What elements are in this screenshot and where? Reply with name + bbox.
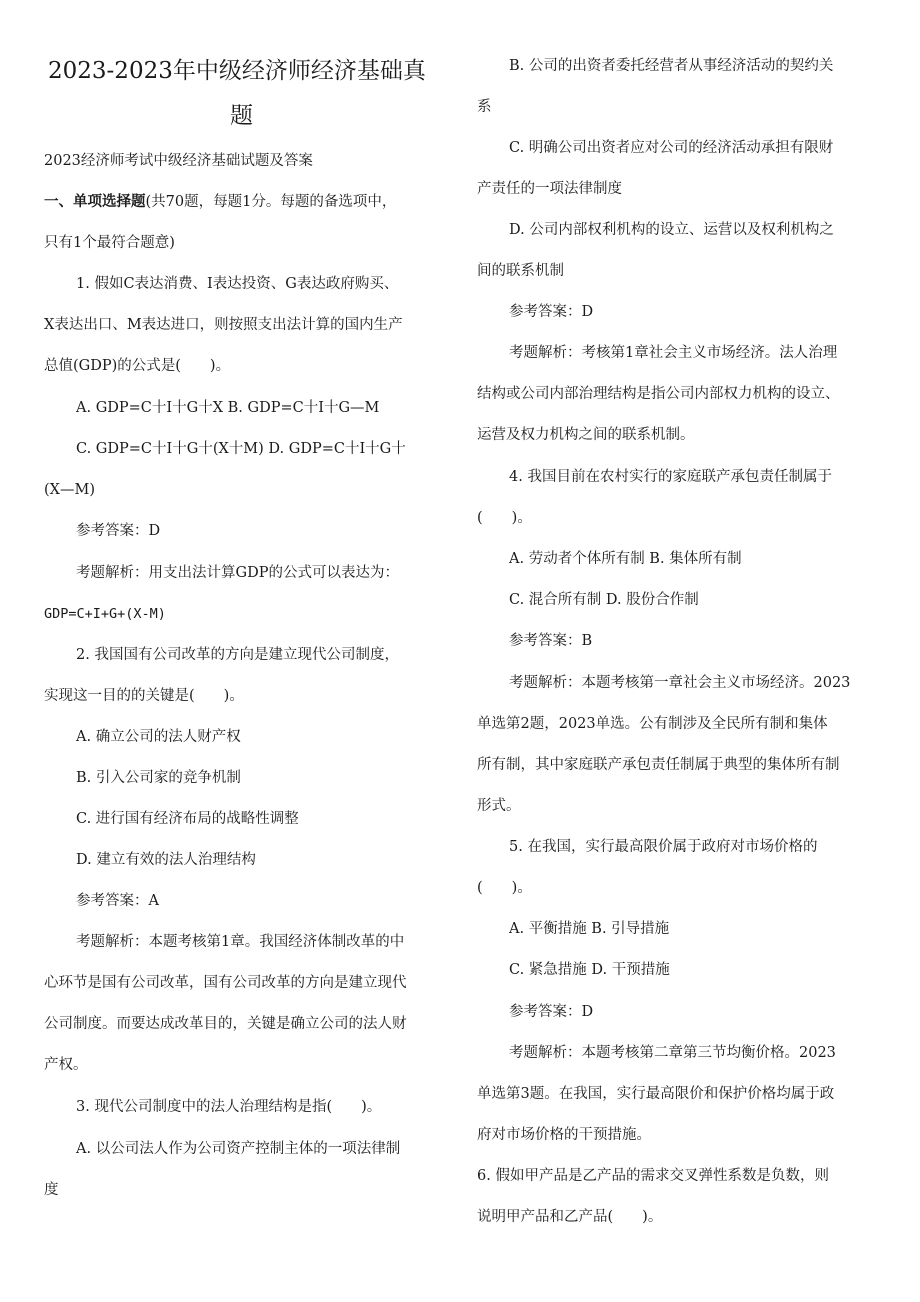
question-5-options: A. 平衡措施 B. 引导措施 bbox=[509, 921, 670, 937]
question-5-answer: 参考答案：D bbox=[509, 1004, 594, 1020]
question-6-stem-cont: 说明甲产品和乙产品( )。 bbox=[477, 1209, 663, 1225]
document-title-cont: 题 bbox=[230, 103, 253, 129]
question-5-stem: 5. 在我国，实行最高限价属于政府对市场价格的 bbox=[509, 839, 818, 855]
question-5-explanation-cont: 单选第3题。在我国，实行最高限价和保护价格均属于政 bbox=[477, 1086, 835, 1102]
question-3-stem: 3. 现代公司制度中的法人治理结构是指( )。 bbox=[76, 1099, 382, 1115]
question-4-explanation: 考题解析：本题考核第一章社会主义市场经济。2023 bbox=[509, 675, 851, 691]
question-5-stem-cont: ( )。 bbox=[477, 880, 532, 896]
question-1-explanation: 考题解析：用支出法计算GDP的公式可以表达为： bbox=[76, 565, 399, 581]
question-1-options-cont: (X—M) bbox=[44, 482, 95, 498]
document-title: 2023-2023年中级经济师经济基础真 bbox=[48, 58, 426, 84]
question-6-stem: 6. 假如甲产品是乙产品的需求交叉弹性系数是负数，则 bbox=[477, 1168, 829, 1184]
question-4-explanation-cont: 所有制，其中家庭联产承包责任制属于典型的集体所有制 bbox=[477, 757, 840, 773]
question-2-option-b: B. 引入公司家的竞争机制 bbox=[76, 770, 241, 786]
question-4-stem-cont: ( )。 bbox=[477, 510, 532, 526]
question-2-option-c: C. 进行国有经济布局的战略性调整 bbox=[76, 811, 299, 827]
question-4-answer: 参考答案：B bbox=[509, 633, 593, 649]
question-4-options: A. 劳动者个体所有制 B. 集体所有制 bbox=[509, 551, 742, 567]
question-3-option-b: B. 公司的出资者委托经营者从事经济活动的契约关 bbox=[509, 58, 834, 74]
question-1-stem-cont: X表达出口、M表达进口，则按照支出法计算的国内生产 bbox=[44, 317, 403, 333]
question-2-explanation-cont: 产权。 bbox=[44, 1057, 88, 1073]
question-2-answer: 参考答案：A bbox=[76, 893, 159, 909]
question-2-explanation-cont: 心环节是国有公司改革，国有公司改革的方向是建立现代 bbox=[44, 975, 407, 991]
question-1-stem-cont: 总值(GDP)的公式是( )。 bbox=[44, 358, 231, 374]
question-1-options: C. GDP=C十I十G十(X十M) D. GDP=C十I十G十 bbox=[76, 441, 406, 457]
document-subtitle: 2023经济师考试中级经济基础试题及答案 bbox=[44, 153, 313, 169]
question-3-explanation-cont: 结构或公司内部治理结构是指公司内部权力机构的设立、 bbox=[477, 386, 840, 402]
question-2-option-d: D. 建立有效的法人治理结构 bbox=[76, 852, 256, 868]
question-1-options: A. GDP=C十I十G十X B. GDP=C十I十G—M bbox=[76, 400, 380, 416]
question-3-explanation-cont: 运营及权力机构之间的联系机制。 bbox=[477, 427, 695, 443]
question-1-formula: GDP=C+I+G+(X-M) bbox=[44, 606, 166, 622]
question-4-options: C. 混合所有制 D. 股份合作制 bbox=[509, 592, 699, 608]
question-5-explanation: 考题解析：本题考核第二章第三节均衡价格。2023 bbox=[509, 1045, 836, 1061]
question-3-option-a: A. 以公司法人作为公司资产控制主体的一项法律制 bbox=[76, 1141, 401, 1157]
question-3-option-b-cont: 系 bbox=[477, 99, 492, 115]
question-2-explanation: 考题解析：本题考核第1章。我国经济体制改革的中 bbox=[76, 934, 405, 950]
section-note-cont: 只有1个最符合题意) bbox=[44, 235, 175, 251]
question-5-explanation-cont: 府对市场价格的干预措施。 bbox=[477, 1127, 651, 1143]
question-2-stem: 2. 我国国有公司改革的方向是建立现代公司制度， bbox=[76, 647, 399, 663]
question-3-answer: 参考答案：D bbox=[509, 304, 594, 320]
question-3-option-d: D. 公司内部权利机构的设立、运营以及权利机构之 bbox=[509, 222, 834, 238]
question-4-explanation-cont: 单选第2题，2023单选。公有制涉及全民所有制和集体 bbox=[477, 716, 828, 732]
question-4-stem: 4. 我国目前在农村实行的家庭联产承包责任制属于 bbox=[509, 469, 832, 485]
section-note: (共70题，每题1分。每题的备选项中， bbox=[145, 194, 397, 210]
question-3-option-c: C. 明确公司出资者应对公司的经济活动承担有限财 bbox=[509, 140, 834, 156]
question-2-explanation-cont: 公司制度。而要达成改革目的，关键是确立公司的法人财 bbox=[44, 1016, 407, 1032]
question-1-stem: 1. 假如C表达消费、I表达投资、G表达政府购买、 bbox=[76, 276, 399, 292]
question-3-option-d-cont: 间的联系机制 bbox=[477, 263, 564, 279]
section-heading: 一、单项选择题 bbox=[44, 193, 146, 210]
section-heading-line bbox=[44, 192, 396, 212]
question-1-answer: 参考答案：D bbox=[76, 523, 161, 539]
question-3-option-c-cont: 产责任的一项法律制度 bbox=[477, 181, 622, 197]
question-3-explanation: 考题解析：考核第1章社会主义市场经济。法人治理 bbox=[509, 345, 838, 361]
question-5-options: C. 紧急措施 D. 干预措施 bbox=[509, 962, 670, 978]
question-2-stem-cont: 实现这一目的的关键是( )。 bbox=[44, 688, 244, 704]
question-3-option-a-cont: 度 bbox=[44, 1182, 59, 1198]
question-2-option-a: A. 确立公司的法人财产权 bbox=[76, 729, 241, 745]
question-4-explanation-cont: 形式。 bbox=[477, 798, 521, 814]
